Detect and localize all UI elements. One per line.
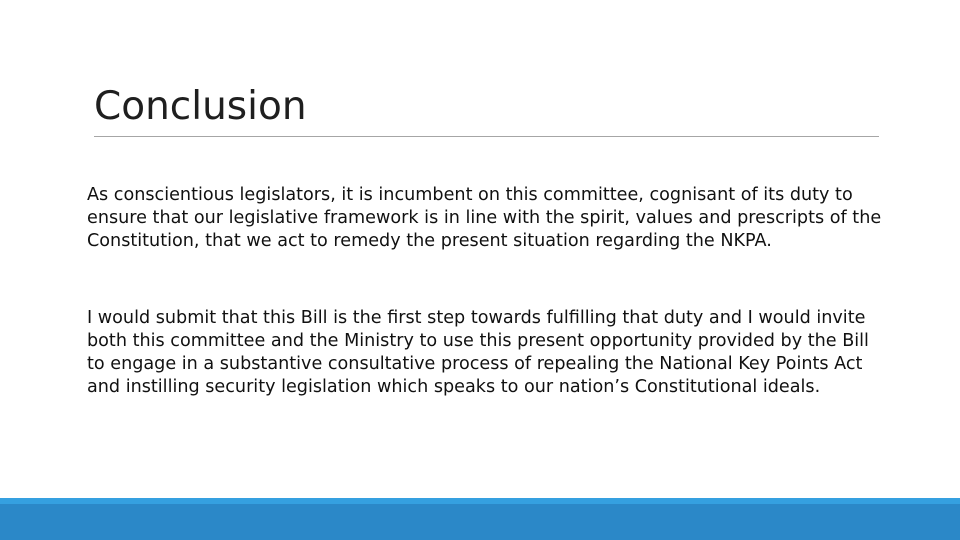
title-divider: [94, 136, 879, 137]
slide-title: Conclusion: [94, 84, 307, 129]
slide-body: [87, 184, 887, 399]
body-paragraph-1: As conscientious legislators, it is incumbent on this committee, cognisant of its duty to ensure that our legislative framework is in line with the spirit, values and prescripts of the Constitution, that we act to remedy the present situation regarding the NKPA.: [87, 185, 882, 251]
footer-accent-highlight: [0, 498, 960, 504]
footer-accent-bar: [0, 498, 960, 540]
body-paragraph-2: I would submit that this Bill is the first step towards fulfilling that duty and I would invite both this committee and the Ministry to use this present opportunity provided by the Bill to engage in a substantive consultative process of repealing the National Key Points Act and instilling security legislation which speaks to our nation’s Constitutional ideals.: [87, 308, 869, 397]
